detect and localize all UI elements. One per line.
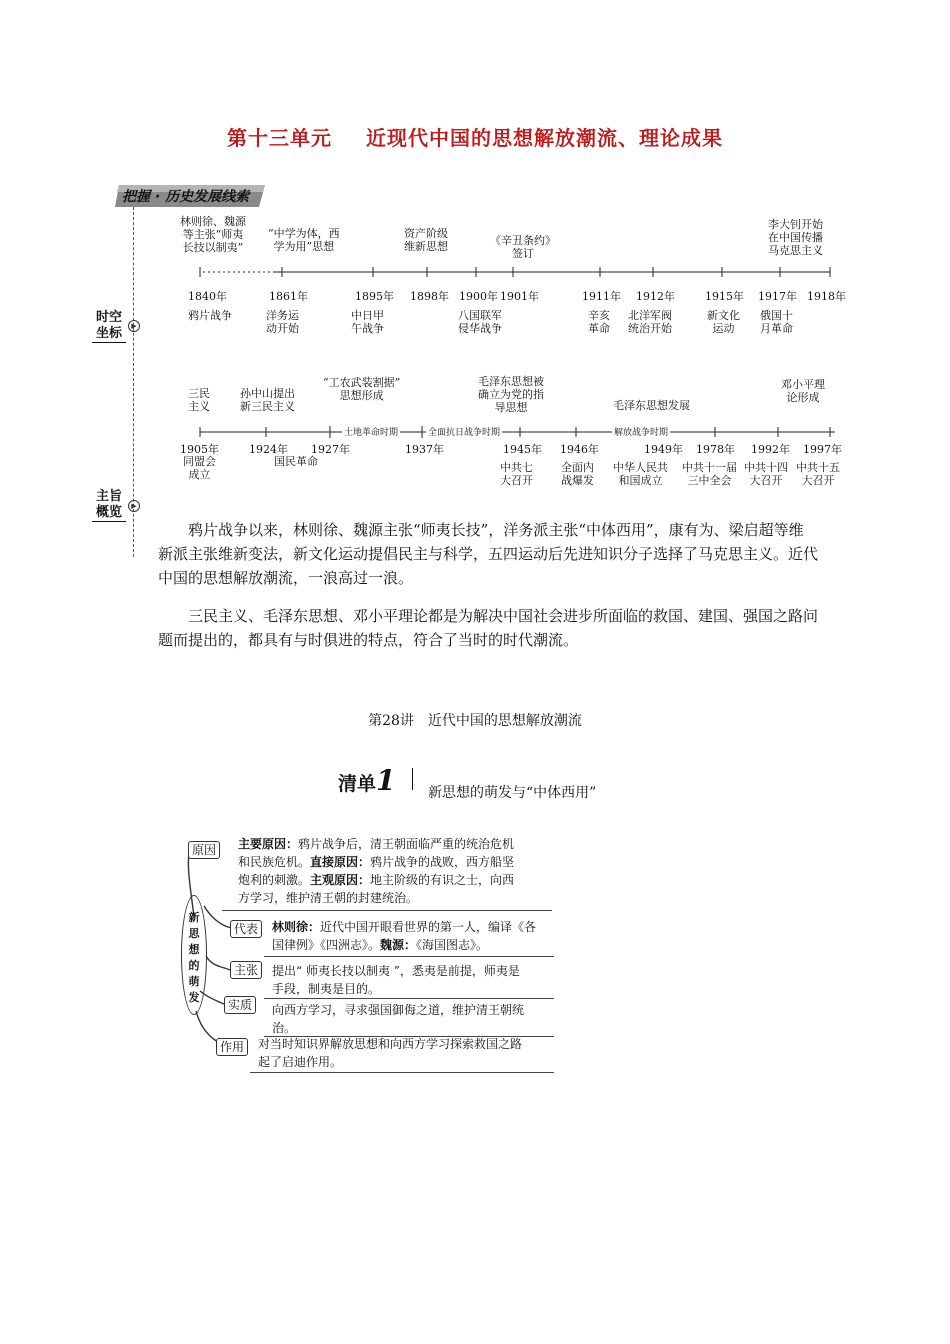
period-label: 解放战争时期 — [612, 425, 670, 438]
divider — [412, 768, 413, 790]
unit-title — [0, 122, 950, 151]
timeline2-event-below: 全面内 战爆发 — [561, 461, 594, 487]
timeline2-year: 1905年 — [180, 443, 219, 456]
timeline2-event-above: 孙中山提出 新三民主义 — [240, 387, 295, 413]
timeline2-event-above: 毛泽东思想被 确立为党的指 导思想 — [478, 375, 544, 414]
timeline2-event-above: “工农武装割据” 思想形成 — [323, 376, 401, 402]
underline — [250, 1072, 554, 1073]
side-label-overview: 主旨 概览 — [92, 489, 126, 522]
banner-title: 把握 · 历史发展线索 — [122, 189, 250, 205]
timeline1-year: 1840年 — [188, 290, 227, 303]
timeline2-year: 1992年 — [751, 443, 790, 456]
timeline2-event-above: 三民 主义 — [188, 387, 210, 413]
timeline2-year: 1949年 — [644, 443, 683, 456]
unit-name: 近现代中国的思想解放潮流、理论成果 — [366, 126, 723, 150]
timeline1-year: 1911年 — [582, 290, 621, 303]
timeline2-event-below: 中共十五 大召开 — [796, 461, 840, 487]
timeline1-event-below: 俄国十 月革命 — [760, 309, 793, 335]
timeline2-axis — [190, 414, 850, 442]
play-circle-icon: ▶ — [128, 500, 140, 512]
timeline1-year: 1895年 — [355, 290, 394, 303]
timeline1-year: 1915年 — [705, 290, 744, 303]
lecture-heading: 第28讲 近代中国的思想解放潮流 — [368, 713, 582, 729]
timeline2-year: 1997年 — [803, 443, 842, 456]
timeline1-event-above: 资产阶级 维新思想 — [404, 227, 448, 253]
mindmap-tag-essence: 实质 — [224, 996, 256, 1014]
timeline2-year: 1946年 — [560, 443, 599, 456]
timeline1-year: 1918年 — [807, 290, 846, 303]
timeline2-event-below: 同盟会 成立 — [183, 455, 216, 481]
timeline2-year: 1945年 — [503, 443, 542, 456]
mindmap-node-effect: 对当时知识界解放思想和向西方学习探索救国之路 起了启迪作用。 — [258, 1037, 523, 1069]
timeline1-year: 1861年 — [269, 290, 308, 303]
underline — [264, 998, 554, 999]
mindmap-center: 新 思 想 的 萌 发 — [181, 895, 207, 1015]
timeline1-axis — [190, 262, 840, 284]
timeline1-year: 1901年 — [500, 290, 539, 303]
play-circle-icon: ▶ — [128, 320, 140, 332]
timeline1-event-below: 中日甲 午战争 — [351, 309, 384, 335]
list-label: 清单 — [338, 773, 377, 795]
period-label: 土地革命时期 — [342, 425, 400, 438]
timeline2-event-below: 中华人民共 和国成立 — [613, 461, 668, 487]
timeline2-year: 1927年 — [311, 443, 350, 456]
timeline2-event-above: 邓小平理 论形成 — [781, 378, 825, 404]
timeline2-year: 1937年 — [405, 443, 444, 456]
mindmap-node-proposition: 提出“ 师夷长技以制夷 ”，悉夷是前提，师夷是 手段，制夷是目的。 — [272, 964, 520, 996]
timeline1-year: 1898年 — [410, 290, 449, 303]
unit-number: 第十三单元 — [227, 126, 332, 150]
timeline2-event-below: 中共十一届 三中全会 — [682, 461, 737, 487]
timeline1-year: 1900年 — [459, 290, 498, 303]
timeline1-event-below: 洋务运 动开始 — [266, 309, 299, 335]
timeline1-event-below: 北洋军阀 统治开始 — [628, 309, 672, 335]
timeline1-event-above: 李大钊开始 在中国传播 马克思主义 — [768, 218, 823, 257]
timeline1-event-below: 新文化 运动 — [707, 309, 740, 335]
underline — [264, 956, 554, 957]
timeline1-year: 1917年 — [758, 290, 797, 303]
list-number: 1 — [376, 764, 396, 797]
timeline1-event-below: 辛亥 革命 — [588, 309, 610, 335]
timeline2-year: 1924年 — [249, 443, 288, 456]
mindmap-node-representative: 林则徐：近代中国开眼看世界的第一人，编译《各 国律例》《四洲志》。魏源：《海国图志》。 — [272, 920, 537, 952]
timeline1-event-above: 林则徐、魏源 等主张“师夷 长技以制夷” — [180, 215, 246, 254]
timeline2-event-below: 中共十四 大召开 — [744, 461, 788, 487]
overview-paragraph: 鸦片战争以来，林则徐、魏源主张“师夷长技”，洋务派主张“中体西用”，康有为、梁启超等维新派主张维新变法，新文化运动提倡民主与科学，五四运动后先进知识分子选择了马克思主义。近代中国的思想解放潮流，一浪高过一浪。 — [158, 521, 819, 587]
timeline1-event-above: “中学为体，西 学为用”思想 — [268, 227, 340, 253]
mindmap-node-essence: 向西方学习，寻求强国御侮之道，维护清王朝统 治。 — [272, 1003, 525, 1035]
period-label: 全面抗日战争时期 — [426, 425, 502, 438]
list-title: 新思想的萌发与“中体西用” — [428, 785, 597, 801]
list-heading — [338, 764, 396, 797]
overview-paragraph: 三民主义、毛泽东思想、邓小平理论都是为解决中国社会进步所面临的救国、建国、强国之路问题而提出的，都具有与时俱进的特点，符合了当时的时代潮流。 — [158, 607, 819, 649]
timeline2-event-below: 国民革命 — [274, 455, 318, 468]
timeline1-year: 1912年 — [636, 290, 675, 303]
timeline1-event-above: 《辛丑条约》 签订 — [490, 234, 556, 260]
mindmap-node-cause: 主要原因：鸦片战争后，清王朝面临严重的统治危机 和民族危机。直接原因：鸦片战争的战败，西方船坚 炮利的刺激。主观原因：地主阶级的有识之士，向西 方学习，维护清王朝的封建统治。 — [238, 837, 515, 905]
mindmap-tag-effect: 作用 — [216, 1038, 248, 1056]
timeline2-event-above: 毛泽东思想发展 — [613, 399, 690, 412]
underline — [222, 910, 552, 911]
mindmap-tag-proposition: 主张 — [230, 961, 262, 979]
mindmap-tag-representative: 代表 — [230, 920, 262, 938]
timeline1-event-below: 鸦片战争 — [188, 309, 232, 322]
timeline1-event-below: 八国联军 侵华战争 — [458, 309, 502, 335]
side-label-timeline: 时空 坐标 — [92, 310, 126, 343]
mindmap-tag-cause: 原因 — [188, 841, 220, 859]
timeline2-event-below: 中共七 大召开 — [500, 461, 533, 487]
timeline2-year: 1978年 — [696, 443, 735, 456]
